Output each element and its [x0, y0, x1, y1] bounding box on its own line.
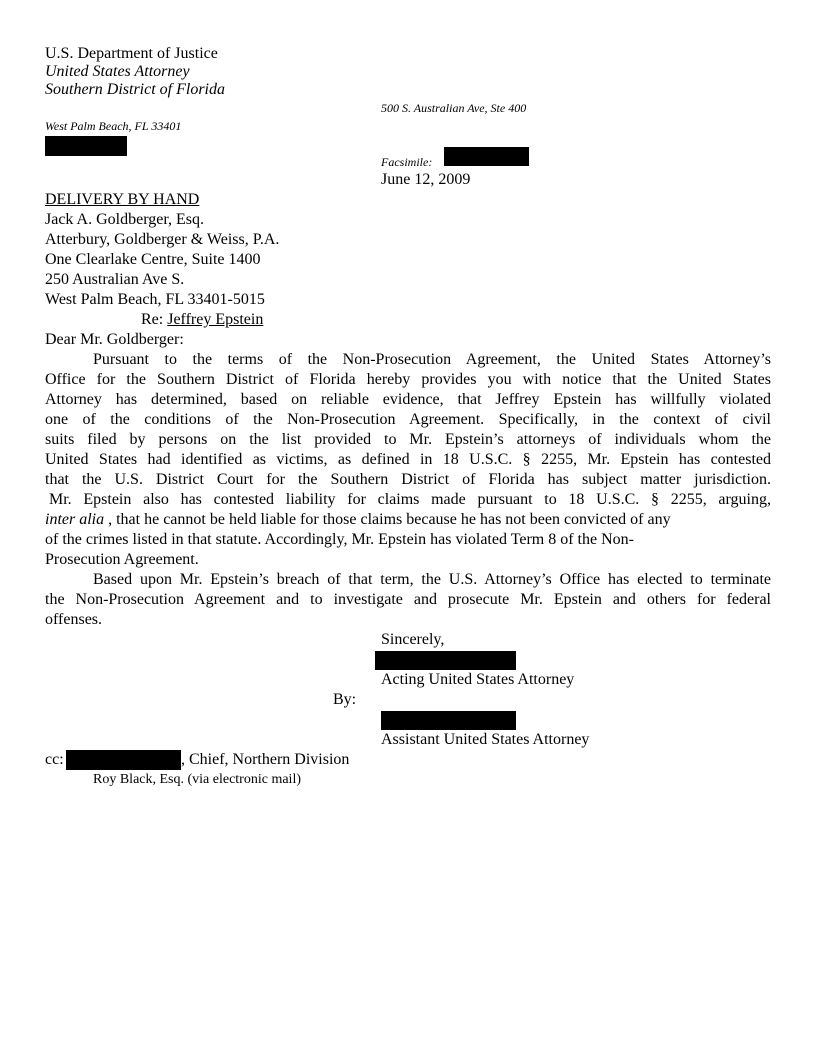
body-line	[45, 510, 671, 530]
re-subject: Jeffrey Epstein	[167, 311, 264, 328]
district-name: Southern District of Florida	[45, 81, 225, 98]
body-text: , that he cannot be held liable for those claims because he has not been convicted of any	[104, 511, 671, 528]
recipient-line: Atterbury, Goldberger & Weiss, P.A.	[45, 231, 280, 248]
delivery-method: DELIVERY BY HAND	[45, 191, 200, 208]
body-line: Mr. Epstein also has contested liability for claims made pursuant to 18 U.S.C. § 2255, arguing,	[49, 491, 771, 508]
body-line: United States had identified as victims, as defined in 18 U.S.C. § 2255, Mr. Epstein has contested	[45, 451, 771, 468]
street-address: 500 S. Australian Ave, Ste 400	[381, 101, 527, 115]
recipient-line: 250 Australian Ave S.	[45, 271, 185, 288]
body-line: the Non-Prosecution Agreement and to investigate and prosecute Mr. Epstein and others for federal	[45, 591, 771, 608]
body-line: suits filed by persons on the list provided to Mr. Epstein’s attorneys of individuals whom the	[45, 431, 771, 448]
redaction-fax	[444, 147, 529, 166]
body-line: Office for the Southern District of Florida hereby provides you with notice that the United States	[45, 371, 771, 388]
body-line: offenses.	[45, 611, 103, 628]
letter-date: June 12, 2009	[381, 171, 471, 188]
body-line: of the crimes listed in that statute. Accordingly, Mr. Epstein has violated Term 8 of the Non-	[45, 531, 634, 548]
assistant-title: Assistant United States Attorney	[381, 731, 590, 748]
by-label: By:	[333, 691, 357, 708]
latin-phrase: inter alia	[45, 511, 105, 528]
cc-line: , Chief, Northern Division	[181, 751, 350, 768]
redaction-phone	[45, 136, 127, 156]
redaction-assistant	[381, 711, 516, 730]
signer-title: Acting United States Attorney	[381, 671, 575, 688]
body-line: one of the conditions of the Non-Prosecution Agreement. Specifically, in the context of civil	[45, 411, 771, 428]
closing: Sincerely,	[381, 631, 445, 648]
body-line: that the U.S. District Court for the Southern District of Florida has subject matter jurisdiction.	[45, 471, 771, 488]
re-label: Re:	[141, 311, 164, 328]
body-line: Pursuant to the terms of the Non-Prosecution Agreement, the United States Attorney’s	[93, 351, 771, 368]
re-line	[141, 310, 263, 330]
body-line: Based upon Mr. Epstein’s breach of that term, the U.S. Attorney’s Office has elected to terminate	[93, 571, 771, 588]
office-name: United States Attorney	[45, 63, 190, 80]
redaction-signer	[375, 651, 516, 670]
recipient-line: West Palm Beach, FL 33401-5015	[45, 291, 265, 308]
recipient-line: One Clearlake Centre, Suite 1400	[45, 251, 261, 268]
recipient-line: Jack A. Goldberger, Esq.	[45, 211, 205, 228]
city-address: West Palm Beach, FL 33401	[45, 119, 182, 133]
salutation: Dear Mr. Goldberger:	[45, 331, 184, 348]
body-line: Attorney has determined, based on reliable evidence, that Jeffrey Epstein has willfully violated	[45, 391, 771, 408]
redaction-cc	[66, 750, 181, 770]
fax-label: Facsimile:	[381, 155, 433, 169]
body-line: Prosecution Agreement.	[45, 551, 199, 568]
cc-label: cc:	[45, 751, 64, 768]
cc-line: Roy Black, Esq. (via electronic mail)	[93, 772, 301, 787]
department-name: U.S. Department of Justice	[45, 45, 218, 62]
